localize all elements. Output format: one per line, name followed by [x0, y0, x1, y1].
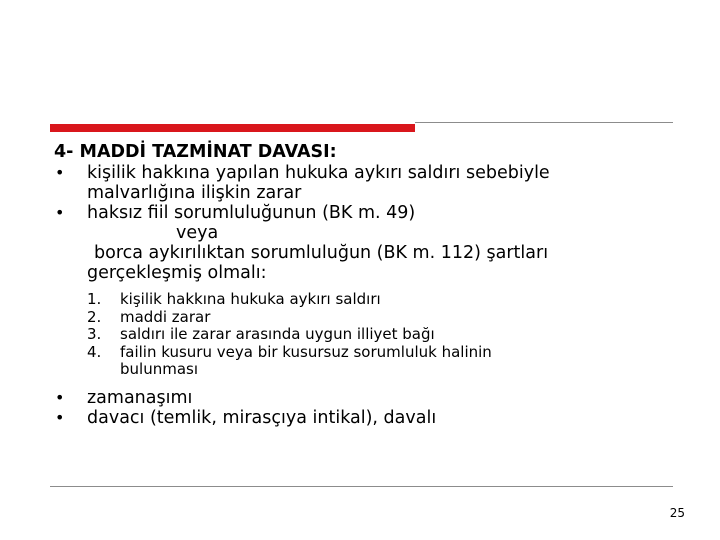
- list-number: 4.: [87, 342, 102, 361]
- list-item: [87, 309, 674, 327]
- bullet-item-parties: [54, 408, 674, 428]
- bullet-text-line: malvarlığına ilişkin zarar: [87, 183, 302, 203]
- bottom-bullets: [54, 388, 674, 428]
- bullet-icon: •: [55, 387, 65, 407]
- list-number: 1.: [87, 290, 102, 308]
- list-number: 3.: [87, 325, 102, 343]
- bullet-icon: •: [55, 407, 65, 427]
- bullet-text-line: davacı (temlik, mirasçıya intikal), davalı: [87, 407, 437, 428]
- list-item-text: saldırı ile zarar arasında uygun illiyet bağı: [120, 325, 435, 343]
- header-rule: [415, 122, 673, 123]
- header-accent-bar: [50, 124, 415, 132]
- slide-content: [54, 141, 674, 428]
- bullet-text-line: haksız fiil sorumluluğunun (BK m. 49): [87, 203, 416, 223]
- bullet-text-line: zamanaşımı: [87, 387, 193, 408]
- bullet-text-line: borca aykırılıktan sorumluluğun (BK m. 112) şartları: [94, 243, 549, 263]
- bullet-text-line: veya: [176, 223, 219, 243]
- footer-rule: [50, 486, 673, 487]
- page-number: 25: [669, 506, 685, 520]
- bullet-icon: •: [55, 163, 65, 182]
- list-item: [87, 344, 674, 379]
- conditions-list: [54, 291, 674, 379]
- list-item: [87, 291, 674, 309]
- list-item-text: bulunması: [120, 360, 198, 378]
- bullet-icon: •: [55, 203, 65, 222]
- list-item: [87, 326, 674, 344]
- bullet-item-limitation: [54, 388, 674, 408]
- list-item-text: maddi zarar: [120, 307, 211, 326]
- bullet-item-liability: [54, 203, 674, 283]
- list-number: 2.: [87, 307, 102, 326]
- bullet-text-line: gerçekleşmiş olmalı:: [87, 263, 267, 283]
- list-item-text: kişilik hakkına hukuka aykırı saldırı: [120, 290, 381, 308]
- bullet-item-personality-right: [54, 163, 674, 203]
- bullet-text-line: kişilik hakkına yapılan hukuka aykırı saldırı sebebiyle: [87, 163, 550, 183]
- list-item-text: failin kusuru veya bir kusursuz sorumluluk halinin: [120, 342, 492, 361]
- slide-heading: 4- MADDİ TAZMİNAT DAVASI:: [54, 142, 337, 162]
